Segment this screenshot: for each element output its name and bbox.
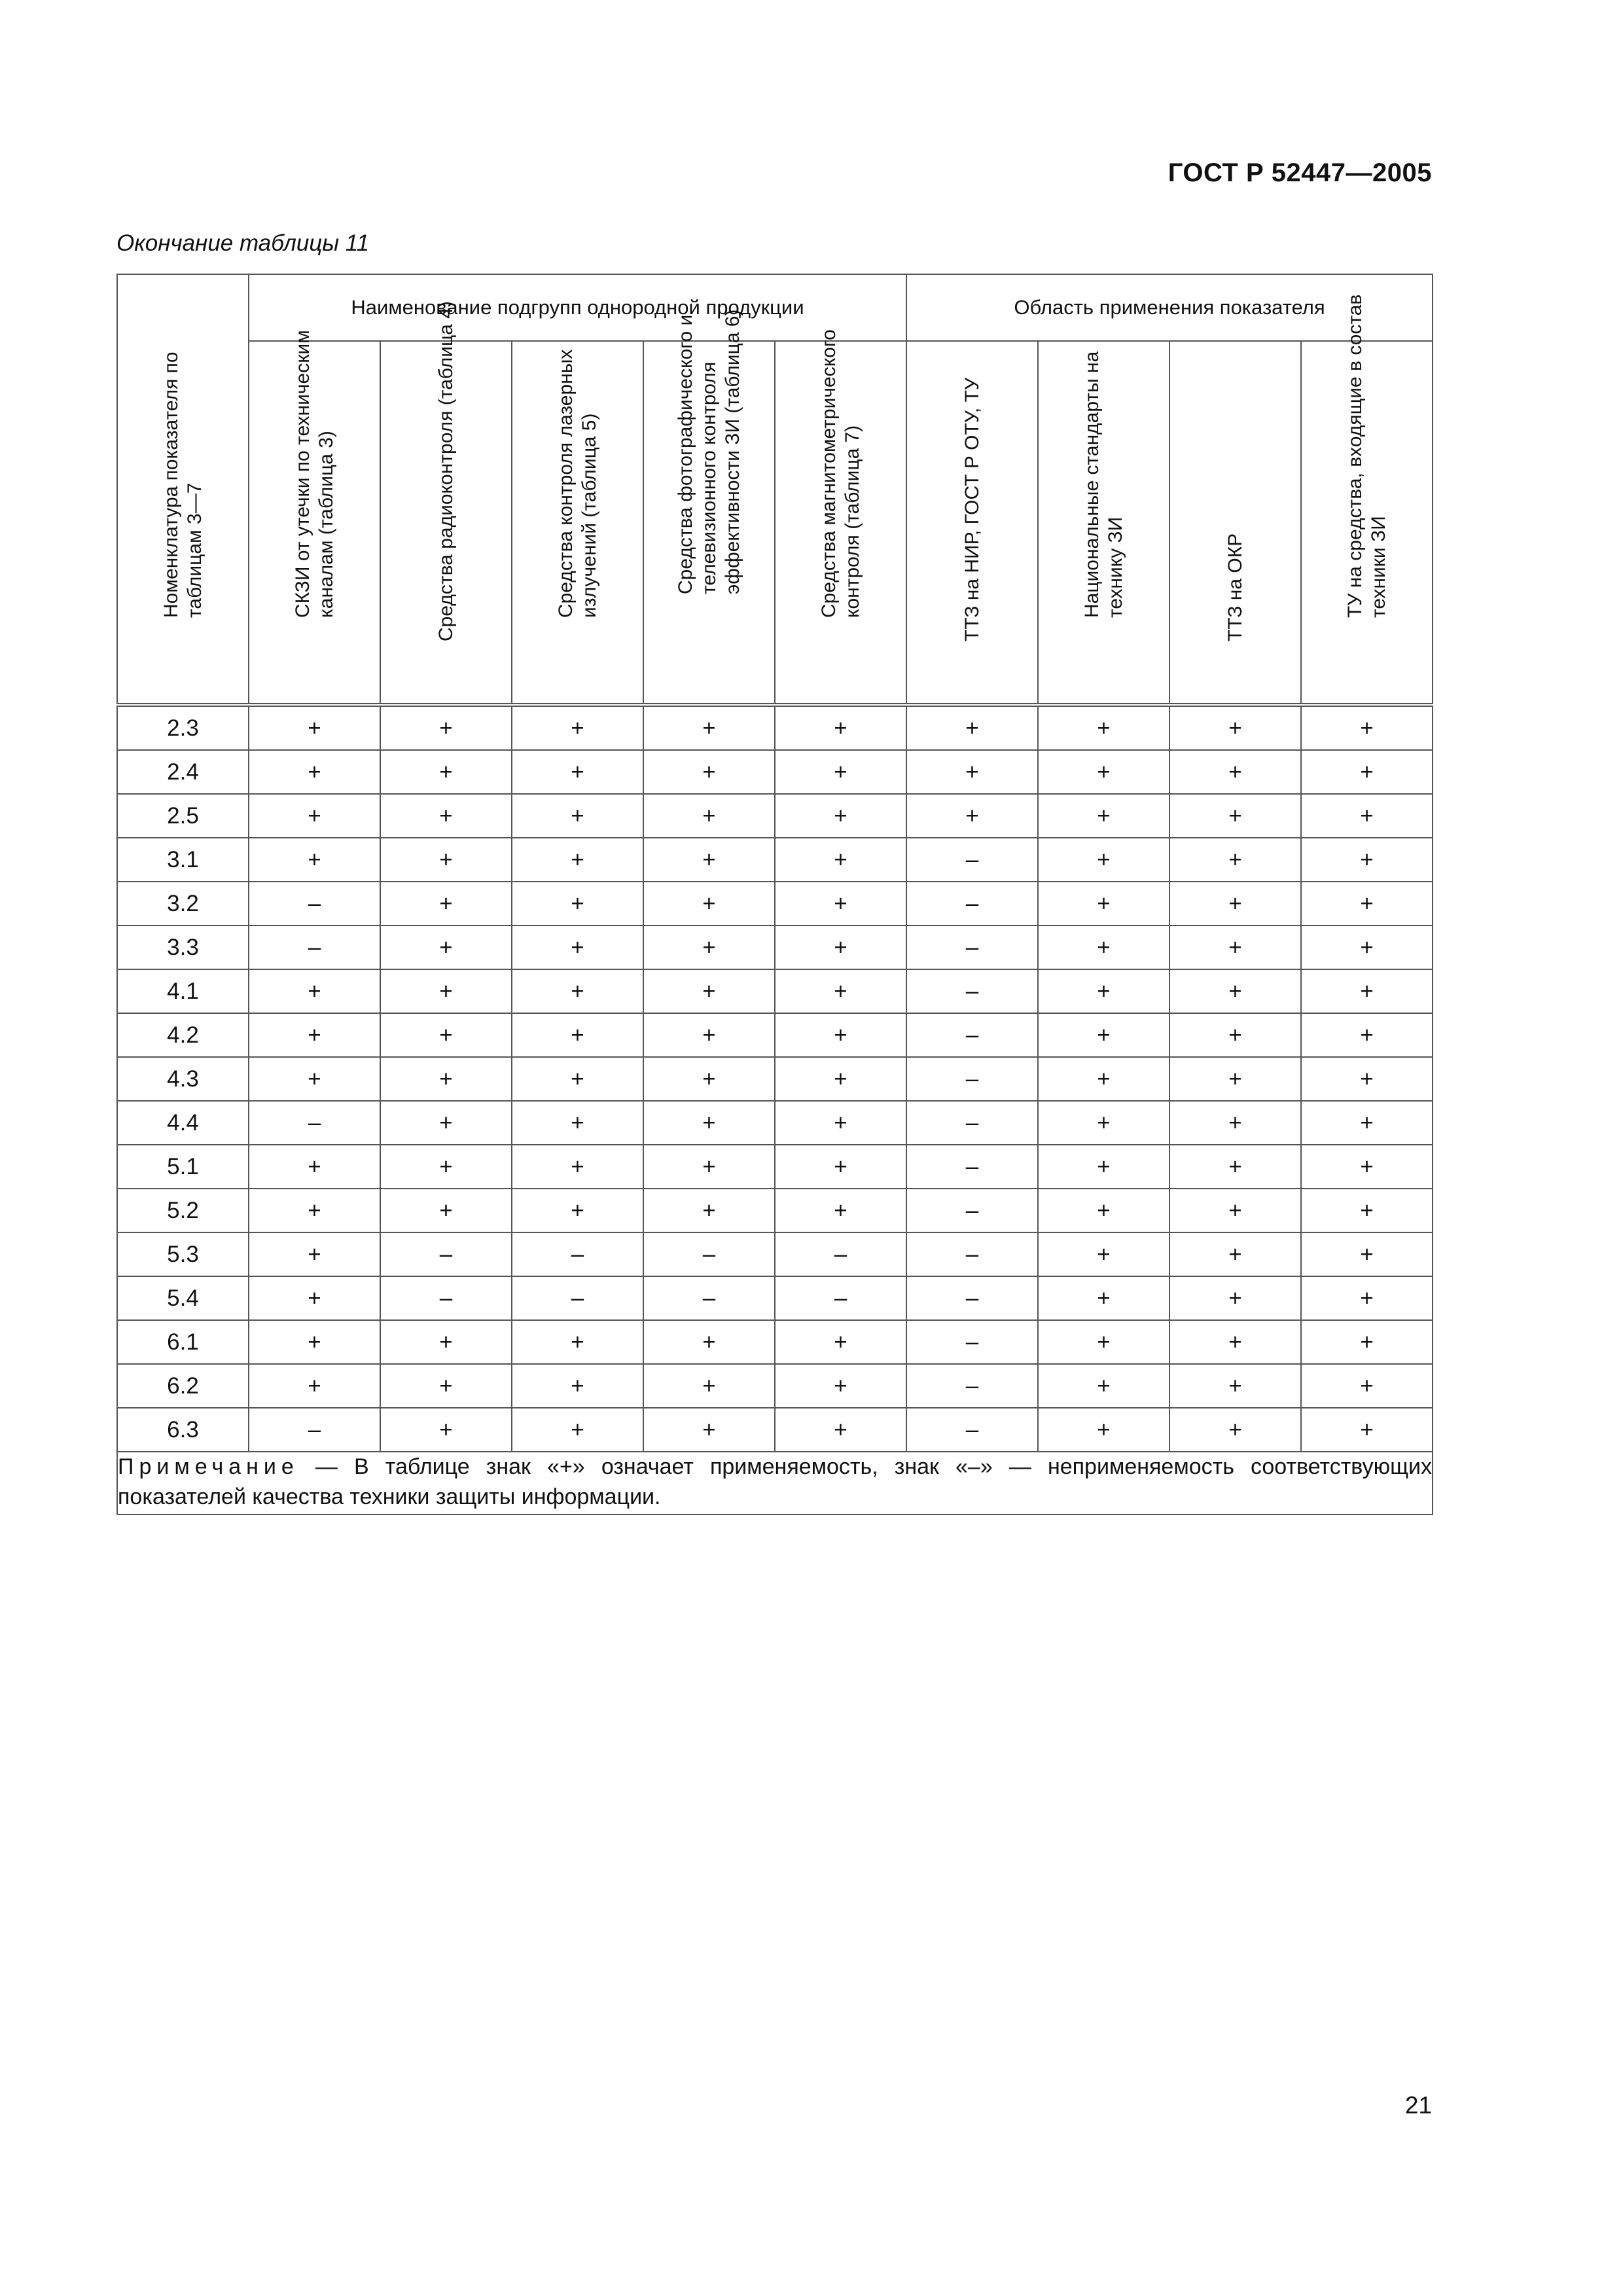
- not-applicable-mark: –: [906, 1057, 1038, 1101]
- applicable-mark: +: [1301, 1408, 1433, 1452]
- applicable-mark: +: [1301, 1057, 1433, 1101]
- applicable-mark: +: [1038, 1013, 1169, 1057]
- applicable-mark: +: [1301, 1189, 1433, 1232]
- indicator-number: 2.5: [117, 794, 249, 838]
- applicable-mark: +: [1038, 1189, 1169, 1232]
- applicable-mark: +: [643, 969, 775, 1013]
- not-applicable-mark: –: [643, 1232, 775, 1276]
- not-applicable-mark: –: [906, 1101, 1038, 1145]
- not-applicable-mark: –: [380, 1232, 512, 1276]
- applicable-mark: +: [643, 705, 775, 750]
- applicable-mark: +: [643, 925, 775, 969]
- applicable-mark: +: [1169, 794, 1301, 838]
- applicable-mark: +: [249, 794, 380, 838]
- table-row: [117, 1364, 1433, 1408]
- applicable-mark: +: [1301, 1276, 1433, 1320]
- applicable-mark: +: [1038, 1145, 1169, 1189]
- applicable-mark: +: [775, 1057, 906, 1101]
- applicable-mark: +: [249, 838, 380, 882]
- applicable-mark: +: [512, 1101, 643, 1145]
- column-header: [906, 341, 1038, 705]
- table-row: [117, 969, 1433, 1013]
- column-header-text: Национальные стандарты на технику ЗИ: [1080, 351, 1126, 618]
- table-row: [117, 1320, 1433, 1364]
- applicable-mark: +: [512, 1408, 643, 1452]
- applicable-mark: +: [249, 1276, 380, 1320]
- table-row: [117, 1145, 1433, 1189]
- applicable-mark: +: [512, 1320, 643, 1364]
- applicable-mark: +: [512, 794, 643, 838]
- applicable-mark: +: [1301, 750, 1433, 794]
- applicable-mark: +: [775, 925, 906, 969]
- table-body: [117, 705, 1433, 1452]
- applicable-mark: +: [775, 794, 906, 838]
- applicable-mark: +: [380, 969, 512, 1013]
- applicable-mark: +: [512, 750, 643, 794]
- applicable-mark: +: [1301, 1013, 1433, 1057]
- table-note: [117, 1452, 1433, 1515]
- applicable-mark: +: [643, 1013, 775, 1057]
- applicable-mark: +: [775, 1013, 906, 1057]
- not-applicable-mark: –: [906, 1145, 1038, 1189]
- column-header: [512, 341, 643, 705]
- applicable-mark: +: [643, 882, 775, 925]
- indicator-number: 3.1: [117, 838, 249, 882]
- column-header: [1301, 294, 1433, 705]
- document-code: ГОСТ Р 52447—2005: [1168, 158, 1432, 187]
- not-applicable-mark: –: [906, 1013, 1038, 1057]
- applicable-mark: +: [643, 1320, 775, 1364]
- indicator-number: 6.3: [117, 1408, 249, 1452]
- applicable-mark: +: [906, 794, 1038, 838]
- applicable-mark: +: [1038, 1276, 1169, 1320]
- column-header-text: ТТЗ на ОКР: [1224, 533, 1246, 641]
- not-applicable-mark: –: [643, 1276, 775, 1320]
- applicable-mark: +: [512, 1057, 643, 1101]
- applicable-mark: +: [380, 1013, 512, 1057]
- applicable-mark: +: [249, 969, 380, 1013]
- not-applicable-mark: –: [512, 1232, 643, 1276]
- indicator-number: 6.2: [117, 1364, 249, 1408]
- applicable-mark: +: [775, 1145, 906, 1189]
- applicable-mark: +: [1301, 969, 1433, 1013]
- applicable-mark: +: [1301, 1232, 1433, 1276]
- applicable-mark: +: [643, 1057, 775, 1101]
- applicable-mark: +: [775, 1364, 906, 1408]
- applicable-mark: +: [380, 750, 512, 794]
- applicable-mark: +: [643, 1101, 775, 1145]
- indicator-number: 5.1: [117, 1145, 249, 1189]
- table-row: [117, 1013, 1433, 1057]
- not-applicable-mark: –: [249, 882, 380, 925]
- column-header: [1038, 341, 1169, 705]
- applicable-mark: +: [380, 705, 512, 750]
- applicable-mark: +: [775, 969, 906, 1013]
- applicable-mark: +: [1169, 1276, 1301, 1320]
- applicable-mark: +: [1038, 1101, 1169, 1145]
- applicable-mark: +: [1301, 1145, 1433, 1189]
- applicable-mark: +: [512, 969, 643, 1013]
- applicable-mark: +: [1169, 925, 1301, 969]
- applicable-mark: +: [1038, 750, 1169, 794]
- table-row: [117, 705, 1433, 750]
- indicator-number: 4.1: [117, 969, 249, 1013]
- applicable-mark: +: [249, 1320, 380, 1364]
- note-text: — В таблице знак «+» означает применяемость, знак «–» — неприменяемость соответствующих показателей качества техники защиты информации.: [118, 1454, 1433, 1509]
- header-row-columns: [117, 341, 1433, 705]
- applicable-mark: +: [380, 1101, 512, 1145]
- table-row: [117, 750, 1433, 794]
- not-applicable-mark: –: [906, 1276, 1038, 1320]
- applicable-mark: +: [1038, 705, 1169, 750]
- applicable-mark: +: [1169, 1364, 1301, 1408]
- applicable-mark: +: [643, 1408, 775, 1452]
- applicable-mark: +: [775, 1101, 906, 1145]
- applicable-mark: +: [643, 1189, 775, 1232]
- applicable-mark: +: [512, 882, 643, 925]
- applicable-mark: +: [1301, 882, 1433, 925]
- applicable-mark: +: [249, 1364, 380, 1408]
- indicator-number: 2.3: [117, 705, 249, 750]
- group-header-products: Наименование подгрупп однородной продукции: [249, 274, 906, 341]
- applicable-mark: +: [512, 1189, 643, 1232]
- applicable-mark: +: [906, 705, 1038, 750]
- applicable-mark: +: [380, 1364, 512, 1408]
- applicable-mark: +: [380, 1057, 512, 1101]
- indicator-number: 3.3: [117, 925, 249, 969]
- applicable-mark: +: [1169, 1013, 1301, 1057]
- applicable-mark: +: [380, 925, 512, 969]
- table-row: [117, 1057, 1433, 1101]
- not-applicable-mark: –: [380, 1276, 512, 1320]
- applicable-mark: +: [249, 1189, 380, 1232]
- column-header-text: Средства радиоконтроля (таблица 4): [435, 301, 457, 641]
- table-row: [117, 794, 1433, 838]
- note-row: [117, 1452, 1433, 1515]
- applicable-mark: +: [512, 925, 643, 969]
- applicable-mark: +: [249, 1145, 380, 1189]
- applicable-mark: +: [1169, 882, 1301, 925]
- indicators-table: [116, 274, 1433, 1515]
- applicable-mark: +: [1169, 705, 1301, 750]
- applicable-mark: +: [1038, 969, 1169, 1013]
- table-row: [117, 925, 1433, 969]
- not-applicable-mark: –: [906, 1189, 1038, 1232]
- applicable-mark: +: [1301, 1101, 1433, 1145]
- applicable-mark: +: [1038, 1232, 1169, 1276]
- row-header-cell: [117, 274, 249, 705]
- applicable-mark: +: [249, 1013, 380, 1057]
- applicable-mark: +: [1169, 838, 1301, 882]
- not-applicable-mark: –: [512, 1276, 643, 1320]
- indicator-number: 4.2: [117, 1013, 249, 1057]
- applicable-mark: +: [380, 882, 512, 925]
- applicable-mark: +: [1301, 1320, 1433, 1364]
- table-row: [117, 1101, 1433, 1145]
- indicator-number: 5.4: [117, 1276, 249, 1320]
- applicable-mark: +: [1169, 1145, 1301, 1189]
- indicator-number: 5.2: [117, 1189, 249, 1232]
- column-header: [775, 329, 906, 705]
- column-header-text: Средства контроля лазерных излучений (таблица 5): [554, 349, 600, 618]
- not-applicable-mark: –: [249, 1408, 380, 1452]
- indicator-number: 5.3: [117, 1232, 249, 1276]
- applicable-mark: +: [1169, 969, 1301, 1013]
- table-caption: Окончание таблицы 11: [116, 230, 370, 256]
- applicable-mark: +: [249, 705, 380, 750]
- column-header: [1169, 341, 1301, 705]
- table-row: [117, 1232, 1433, 1276]
- not-applicable-mark: –: [906, 1232, 1038, 1276]
- applicable-mark: +: [643, 1145, 775, 1189]
- not-applicable-mark: –: [249, 1101, 380, 1145]
- applicable-mark: +: [1169, 1320, 1301, 1364]
- applicable-mark: +: [1301, 925, 1433, 969]
- column-header-text: ТУ на средства, входящие в состав техники ЗИ: [1344, 294, 1389, 618]
- applicable-mark: +: [380, 1408, 512, 1452]
- applicable-mark: +: [1169, 1101, 1301, 1145]
- applicable-mark: +: [906, 750, 1038, 794]
- not-applicable-mark: –: [775, 1276, 906, 1320]
- indicator-number: 3.2: [117, 882, 249, 925]
- row-header-text: Номенклатура показателя по таблицам 3—7: [160, 351, 205, 618]
- indicator-number: 4.3: [117, 1057, 249, 1101]
- not-applicable-mark: –: [906, 969, 1038, 1013]
- applicable-mark: +: [1038, 838, 1169, 882]
- applicable-mark: +: [512, 1145, 643, 1189]
- applicable-mark: +: [775, 1408, 906, 1452]
- not-applicable-mark: –: [906, 838, 1038, 882]
- applicable-mark: +: [380, 794, 512, 838]
- applicable-mark: +: [1169, 1189, 1301, 1232]
- applicable-mark: +: [1301, 794, 1433, 838]
- applicable-mark: +: [249, 750, 380, 794]
- applicable-mark: +: [249, 1057, 380, 1101]
- column-header: [380, 301, 512, 705]
- applicable-mark: +: [643, 794, 775, 838]
- applicable-mark: +: [1038, 1057, 1169, 1101]
- indicator-number: 4.4: [117, 1101, 249, 1145]
- applicable-mark: +: [249, 1232, 380, 1276]
- not-applicable-mark: –: [906, 1320, 1038, 1364]
- applicable-mark: +: [380, 838, 512, 882]
- applicable-mark: +: [380, 1145, 512, 1189]
- applicable-mark: +: [775, 882, 906, 925]
- not-applicable-mark: –: [906, 882, 1038, 925]
- applicable-mark: +: [1038, 882, 1169, 925]
- applicable-mark: +: [1038, 1408, 1169, 1452]
- column-header: [249, 330, 380, 705]
- applicable-mark: +: [643, 1364, 775, 1408]
- applicable-mark: +: [1169, 1057, 1301, 1101]
- applicable-mark: +: [775, 750, 906, 794]
- table-row: [117, 1276, 1433, 1320]
- applicable-mark: +: [1038, 1320, 1169, 1364]
- applicable-mark: +: [1038, 925, 1169, 969]
- column-header: [643, 309, 775, 705]
- applicable-mark: +: [380, 1320, 512, 1364]
- not-applicable-mark: –: [906, 1364, 1038, 1408]
- applicable-mark: +: [512, 838, 643, 882]
- applicable-mark: +: [775, 1320, 906, 1364]
- column-header-text: Средства фотографического и телевизионного контроля эффективности ЗИ (таблица 6): [674, 309, 743, 594]
- table-row: [117, 838, 1433, 882]
- page-number: 21: [1404, 2092, 1432, 2119]
- applicable-mark: +: [1038, 794, 1169, 838]
- applicable-mark: +: [1038, 1364, 1169, 1408]
- applicable-mark: +: [775, 838, 906, 882]
- column-header-text: ТТЗ на НИР, ГОСТ Р ОТУ, ТУ: [961, 378, 983, 641]
- group-header-scope: Область применения показателя: [906, 274, 1433, 341]
- applicable-mark: +: [512, 1013, 643, 1057]
- applicable-mark: +: [1169, 1408, 1301, 1452]
- applicable-mark: +: [775, 1189, 906, 1232]
- column-header-text: Средства магнитометрического контроля (таблица 7): [817, 329, 863, 618]
- applicable-mark: +: [1169, 1232, 1301, 1276]
- not-applicable-mark: –: [775, 1232, 906, 1276]
- table-row: [117, 882, 1433, 925]
- applicable-mark: +: [775, 705, 906, 750]
- not-applicable-mark: –: [906, 1408, 1038, 1452]
- applicable-mark: +: [1169, 750, 1301, 794]
- not-applicable-mark: –: [249, 925, 380, 969]
- table-row: [117, 1408, 1433, 1452]
- applicable-mark: +: [1301, 838, 1433, 882]
- applicable-mark: +: [1301, 1364, 1433, 1408]
- table-row: [117, 1189, 1433, 1232]
- applicable-mark: +: [643, 750, 775, 794]
- column-header-text: СКЗИ от утечки по техническим каналам (таблица 3): [291, 330, 337, 618]
- applicable-mark: +: [512, 705, 643, 750]
- applicable-mark: +: [380, 1189, 512, 1232]
- note-label: Примечание: [118, 1454, 299, 1479]
- applicable-mark: +: [512, 1364, 643, 1408]
- applicable-mark: +: [643, 838, 775, 882]
- indicator-number: 6.1: [117, 1320, 249, 1364]
- indicator-number: 2.4: [117, 750, 249, 794]
- applicable-mark: +: [1301, 705, 1433, 750]
- not-applicable-mark: –: [906, 925, 1038, 969]
